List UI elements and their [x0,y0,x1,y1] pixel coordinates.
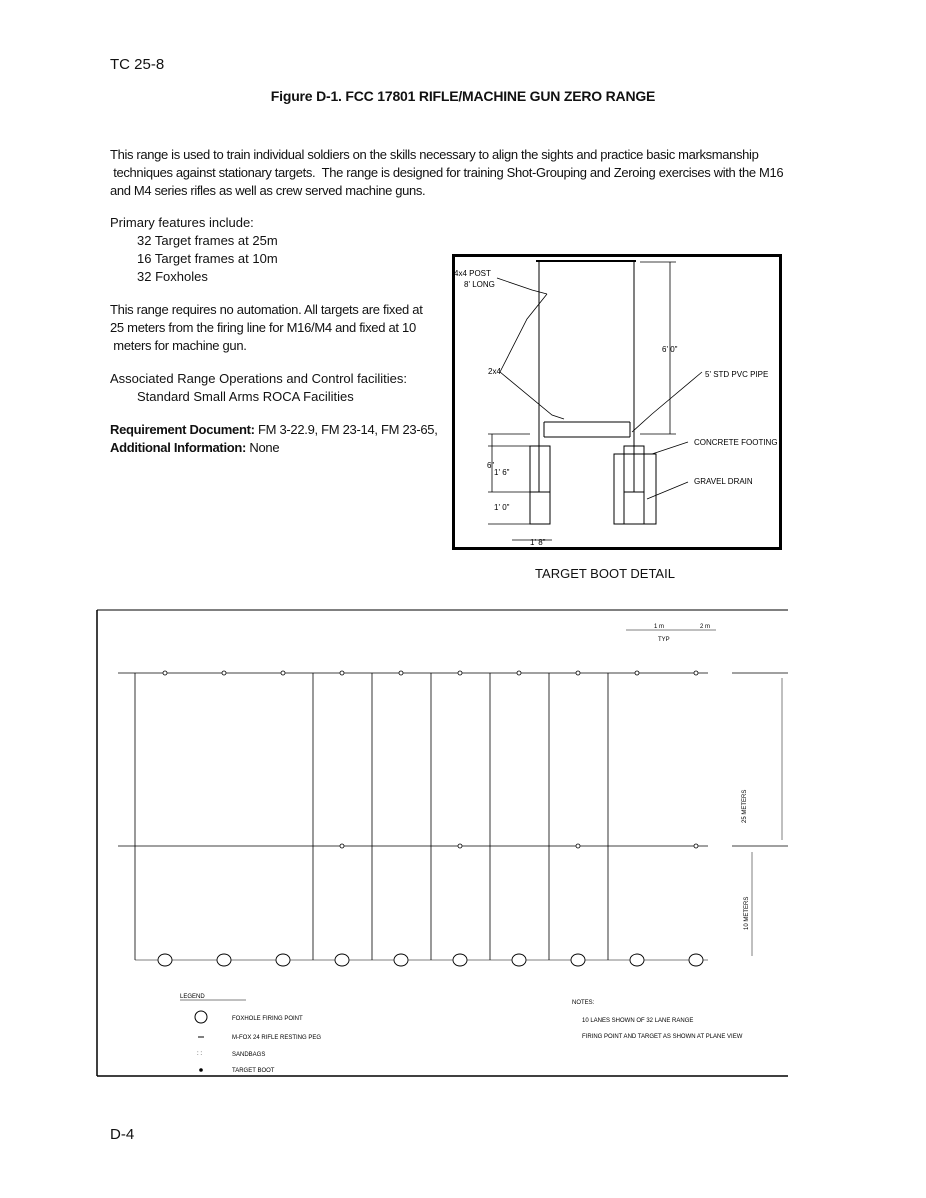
feature-item: 32 Foxholes [137,269,208,284]
left-concrete-footing [530,446,550,492]
primary-features [110,214,278,286]
note-item: FIRING POINT AND TARGET AS SHOWN AT PLANE VIEW [582,1034,743,1040]
figure-name: FCC 17801 RIFLE/MACHINE GUN ZERO RANGE [345,88,656,104]
spacing-a-label: 1 m [654,624,665,630]
running-header: TC 25-8 [110,56,165,73]
automation-paragraph [110,301,440,355]
brace-label: 2x4 [488,367,501,376]
facilities-heading: Associated Range Operations and Control facilities: [110,371,407,386]
post-length-label: 8' LONG [464,280,495,289]
note-item: 10 LANES SHOWN OF 32 LANE RANGE [582,1018,694,1024]
pipe-label: 5' STD PVC PIPE [705,370,769,379]
lane-dividers [135,673,608,960]
legend-item: FOXHOLE FIRING POINT [232,1016,303,1022]
legend-foxhole-symbol [195,1011,207,1023]
drain-label: GRAVEL DRAIN [694,477,753,486]
spacing-b-label: 2 m [700,624,711,630]
height-label: 6' 0" [662,345,678,354]
depth-mid-label: 1' 6" [494,468,510,477]
feature-item: 16 Target frames at 10m [137,251,278,266]
facilities-item: Standard Small Arms ROCA Facilities [137,389,354,404]
intro-line: This range is used to train individual soldiers on the skills necessary to align the sights and practice basic marksmanship [110,147,759,162]
footing-label: CONCRETE FOOTING [694,438,778,447]
additional-info-value: None [246,440,280,455]
legend-item: M-FOX 24 RIFLE RESTING PEG [232,1035,322,1041]
additional-info-label: Additional Information: [110,440,247,455]
intro-line: techniques against stationary targets. The range is designed for training Shot-Grouping and Zeroing exercises with the M16 [110,165,784,180]
legend-target-boot-symbol [199,1068,203,1072]
depth-upper-label: 6" [487,461,495,470]
automation-line: 25 meters from the firing line for M16/M4 and fixed at 10 [110,320,416,335]
target-boot-detail-drawing [452,254,782,550]
requirement-label: Requirement Document: [110,422,255,437]
width-label: 1' 8" [530,538,546,547]
left-gravel-drain [530,492,550,524]
features-heading: Primary features include: [110,215,254,230]
page-number: D-4 [110,1126,135,1143]
dist-25-label: 25 METERS [742,789,748,823]
intro-line: and M4 series rifles as well as crew served machine guns. [110,183,426,198]
legend-item: SANDBAGS [232,1052,266,1058]
detail-caption: TARGET BOOT DETAIL [535,566,675,581]
dist-10-label: 10 METERS [744,896,750,930]
figure-label: Figure D-1. [270,88,342,104]
figure-title [0,88,926,104]
post-label: 4x4 POST [454,269,491,278]
depth-lower-label: 1' 0" [494,503,510,512]
notes-title: NOTES: [572,1000,595,1006]
facilities-section [110,370,407,406]
typical-label: TYP [658,637,670,643]
range-plan-drawing [96,608,790,1078]
svg-text:: :: : : [197,1051,203,1057]
requirement-section [110,421,450,457]
foxhole-firing-points [135,954,708,966]
feature-item: 32 Target frames at 25m [137,233,278,248]
legend-title: LEGEND [180,994,205,1000]
automation-line: This range requires no automation. All targets are fixed at [110,302,423,317]
requirement-value: FM 3-22.9, FM 23-14, FM 23-65, [254,422,438,437]
automation-line: meters for machine gun. [110,338,247,353]
legend-item: TARGET BOOT [232,1068,275,1074]
intro-paragraph [110,146,800,200]
right-gravel-drain [624,492,644,524]
